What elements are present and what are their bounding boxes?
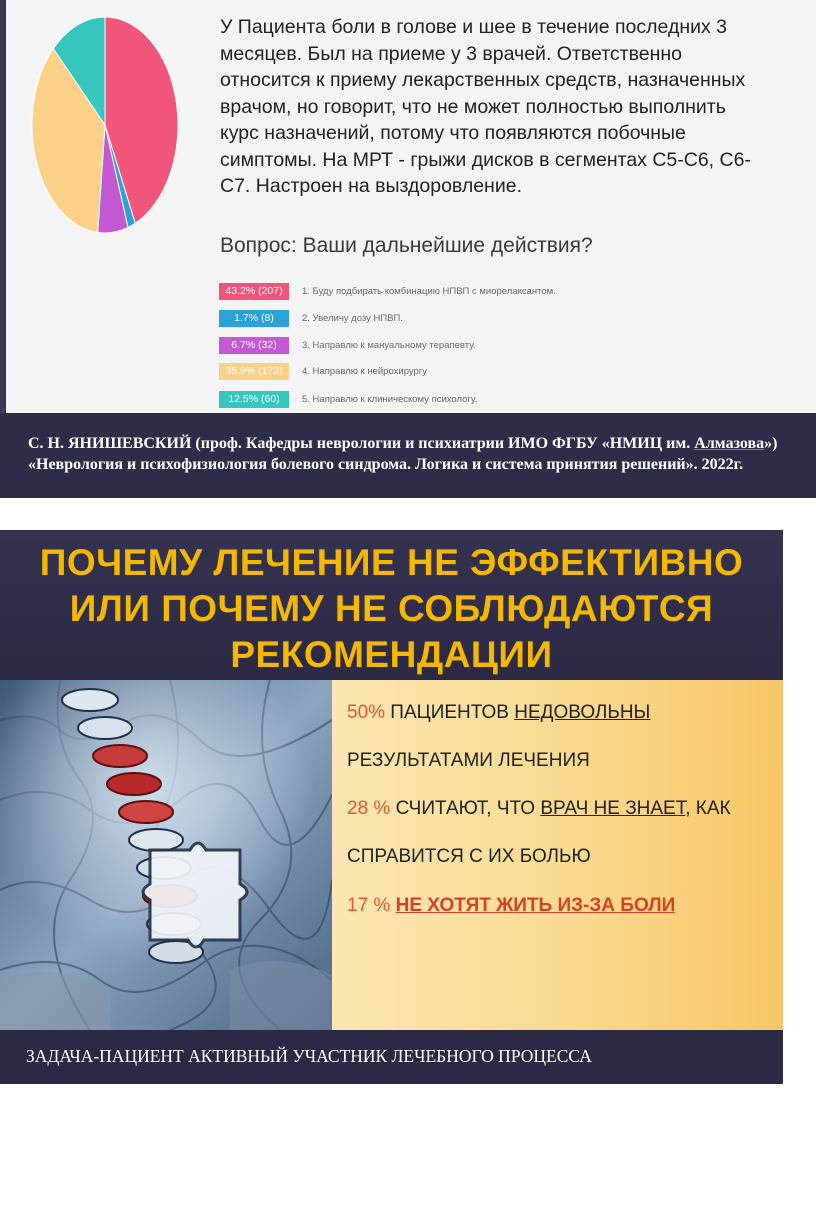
treatment-slide: [0, 530, 783, 1084]
citation-text: [28, 433, 808, 475]
title-line: ИЛИ ПОЧЕМУ НЕ СОБЛЮДАЮТСЯ: [69, 588, 714, 629]
task-text: ЗАДАЧА-ПАЦИЕНТ АКТИВНЫЙ УЧАСТНИК ЛЕЧЕБНОГО ПРОЦЕССА: [26, 1046, 592, 1066]
slide-header: [0, 530, 783, 680]
title-line: РЕКОМЕНДАЦИИ: [230, 634, 553, 675]
case-line: У Пациента боли в голове и шее в течение последних 3: [220, 16, 727, 38]
answer-percent-badge: 1.7% (8): [219, 310, 289, 327]
stat-3-line: [347, 895, 675, 917]
stat-2-text-end: , КАК: [685, 798, 731, 819]
spine-puzzle-image: [0, 680, 332, 1030]
citation-part-2: ») «Неврология и психофизиология болевого синдрома. Логика и система принятия решений». 2022г.: [28, 435, 778, 473]
answer-row-3: [219, 337, 476, 354]
stat-2-text: СЧИТАЮТ, ЧТО: [390, 798, 541, 819]
stat-1-percent: 50%: [347, 702, 386, 723]
statistics-panel: [332, 680, 783, 1030]
case-line: врачом, но говорит, что не может полностью выполнить: [220, 95, 726, 118]
stat-2-percent: 28 %: [347, 798, 391, 819]
stat-2-underlined: ВРАЧ НЕ ЗНАЕТ: [540, 798, 686, 819]
stat-1-line-2: РЕЗУЛЬТАТАМИ ЛЕЧЕНИЯ: [347, 750, 590, 771]
stat-1-text: ПАЦИЕНТОВ: [385, 702, 515, 723]
task-footer: [0, 1030, 783, 1084]
case-line: относится к приему лекарственных средств, назначенных: [220, 69, 746, 91]
stat-3-text: НЕ ХОТЯТ ЖИТЬ ИЗ-ЗА БОЛИ: [395, 895, 676, 916]
spine-puzzle-illustration: [0, 680, 332, 1030]
stat-1-line-1: [347, 702, 650, 724]
answer-percent-badge: 35.9% (172): [219, 363, 289, 380]
slide-title: [0, 540, 783, 678]
answer-label: 4. Направлю к нейрохирургу: [302, 366, 428, 377]
stat-3-percent: 17 %: [347, 895, 391, 916]
citation-name-underlined: Алмазова: [694, 435, 765, 452]
answers-pie-chart: [30, 14, 180, 236]
answer-row-5: [219, 391, 477, 408]
answer-percent-badge: 12.5% (60): [219, 391, 289, 408]
case-description: [220, 14, 816, 200]
case-line: месяцев. Был на приеме у 3 врачей. Ответственно: [220, 42, 682, 65]
answer-label: 3. Направлю к мануальному терапевту.: [302, 340, 476, 351]
answer-row-1: [219, 283, 556, 300]
citation-part-1: С. Н. ЯНИШЕВСКИЙ (проф. Кафедры неврологии и психиатрии ИМО ФГБУ «НМИЦ им.: [28, 435, 695, 452]
case-line: курс назначений, потому что появляются побочные: [220, 122, 686, 144]
chart-title: Вопрос: Ваши дальнейшие действия?: [220, 234, 593, 257]
answer-label: 5. Направлю к клиническому психологу.: [302, 394, 478, 405]
answer-row-2: [219, 310, 403, 327]
stat-2-line-2: СПРАВИТСЯ С ИХ БОЛЬЮ: [347, 846, 591, 867]
survey-slide: [0, 0, 816, 498]
case-line: С7. Настроен на выздоровление.: [220, 175, 522, 197]
case-line: симптомы. На МРТ - грыжи дисков в сегментах С5-С6, С6-: [220, 148, 751, 171]
answer-percent-badge: 43.2% (207): [219, 283, 289, 300]
citation-footer: [0, 413, 816, 498]
answer-label: 1. Буду подбирать комбинацию НПВП с миорелаксантом.: [302, 286, 556, 297]
stat-2-line-1: [347, 798, 731, 820]
stat-1-underlined: НЕДОВОЛЬНЫ: [514, 702, 651, 723]
answer-row-4: [219, 363, 427, 380]
title-line: ПОЧЕМУ ЛЕЧЕНИЕ НЕ ЭФФЕКТИВНО: [39, 542, 744, 583]
answer-label: 2. Увеличу дозу НПВП.: [302, 313, 404, 324]
answer-percent-badge: 6.7% (32): [219, 337, 289, 354]
